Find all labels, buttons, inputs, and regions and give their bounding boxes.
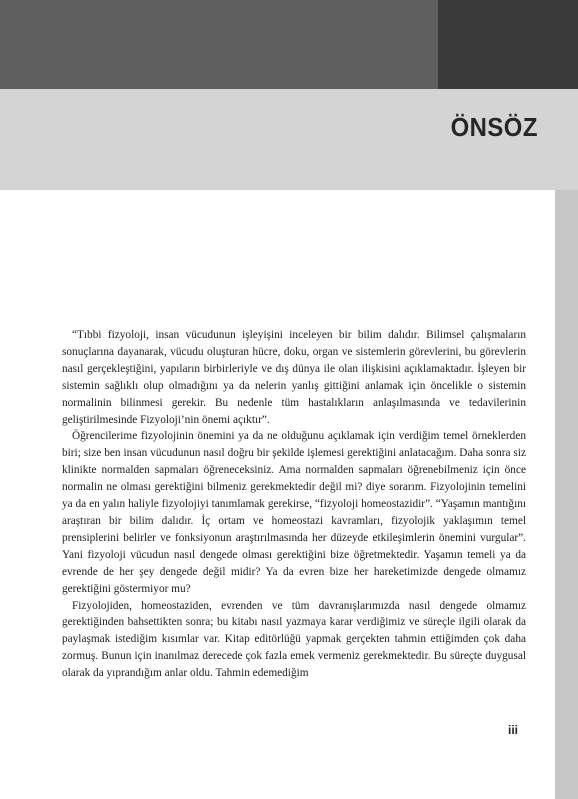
paragraph: Fizyolojiden, homeostaziden, evrenden ve tüm davranışlarımızda nasıl dengede olmamız gerektiğinden bahsettikten sonra; bu kitabı nasıl yazmaya karar verdiğimiz ve süreçle ilgili olarak da paylaşmak istediğim kısımlar var. Kitap editörlüğü yapmak gerçekten tahmin ettiğimden çok daha zormuş. Bunun için inanılmaz derecede çok fazla emek vermeniz gerekmektedir. Bu süreçte duygusal olarak da yıprandığım anlar oldu. Tahmin edemediğim	[62, 599, 526, 680]
page-number: iii	[507, 723, 518, 737]
top-corner-block	[438, 0, 578, 89]
paragraph: Öğrencilerime fizyolojinin önemini ya da ne olduğunu açıklamak için verdiğim temel örneklerden biri; size ben insan vücudunun nasıl doğru bir şekilde işlemesi gerektiğini anlatacağım. Daha sonra siz klinikte normalden sapmaları öğreneceksiniz. Ama normalden sapmaları öğrenebilmeniz için önce normalin ne olması gerektiğini bilmeniz gerekmektedir değil mi? diye sorarım. Fizyolojinin temelini ya da en yalın haliyle fizyolojiyi tanımlamak gerekirse, “fizyoloji homeostazidir”. “Yaşamın mantığını araştıran bir bilim dalıdır. İç ortam ve homeostazi kavramları, fizyolojik yaklaşımın temel prensiplerini belirler ve fonksiyonun araştırılmasında her düzeyde etkileşimlerin önemini vurgular”. Yani fizyoloji vücudun nasıl dengede olması gerektiğini bize öğretmektedir. Yaşamın temeli ya da evrende de her şey dengede değil midir? Ya da evren bize her hareketimizde dengede olmamız gerektiğini göstermiyor mu?	[62, 430, 526, 595]
chapter-title: ÖNSÖZ	[450, 112, 538, 142]
right-edge-strip	[555, 190, 578, 799]
body-text	[62, 327, 526, 682]
paragraph: “Tıbbi fizyoloji, insan vücudunun işleyişini inceleyen bir bilim dalıdır. Bilimsel çalışmaların sonuçlarına dayanarak, vücudu oluşturan hücre, doku, organ ve sistemlerin görevlerini, bu görevlerin nasıl gerçekleştiğini, yapıların birbirleriyle ve dış dünya ile olan ilişkisini açıklamaktadır. İşleyen bir sistemin sağlıklı olup olmadığını ya da nelerin yanlış gittiğini anlamak için öncelikle o sistemin normalinin bilinmesi gerekir. Bu nedenle tüm hastalıkların anlaşılmasında ve tedavilerinin geliştirilmesinde Fizyoloji’nin önemi açıktır”.	[62, 329, 526, 426]
